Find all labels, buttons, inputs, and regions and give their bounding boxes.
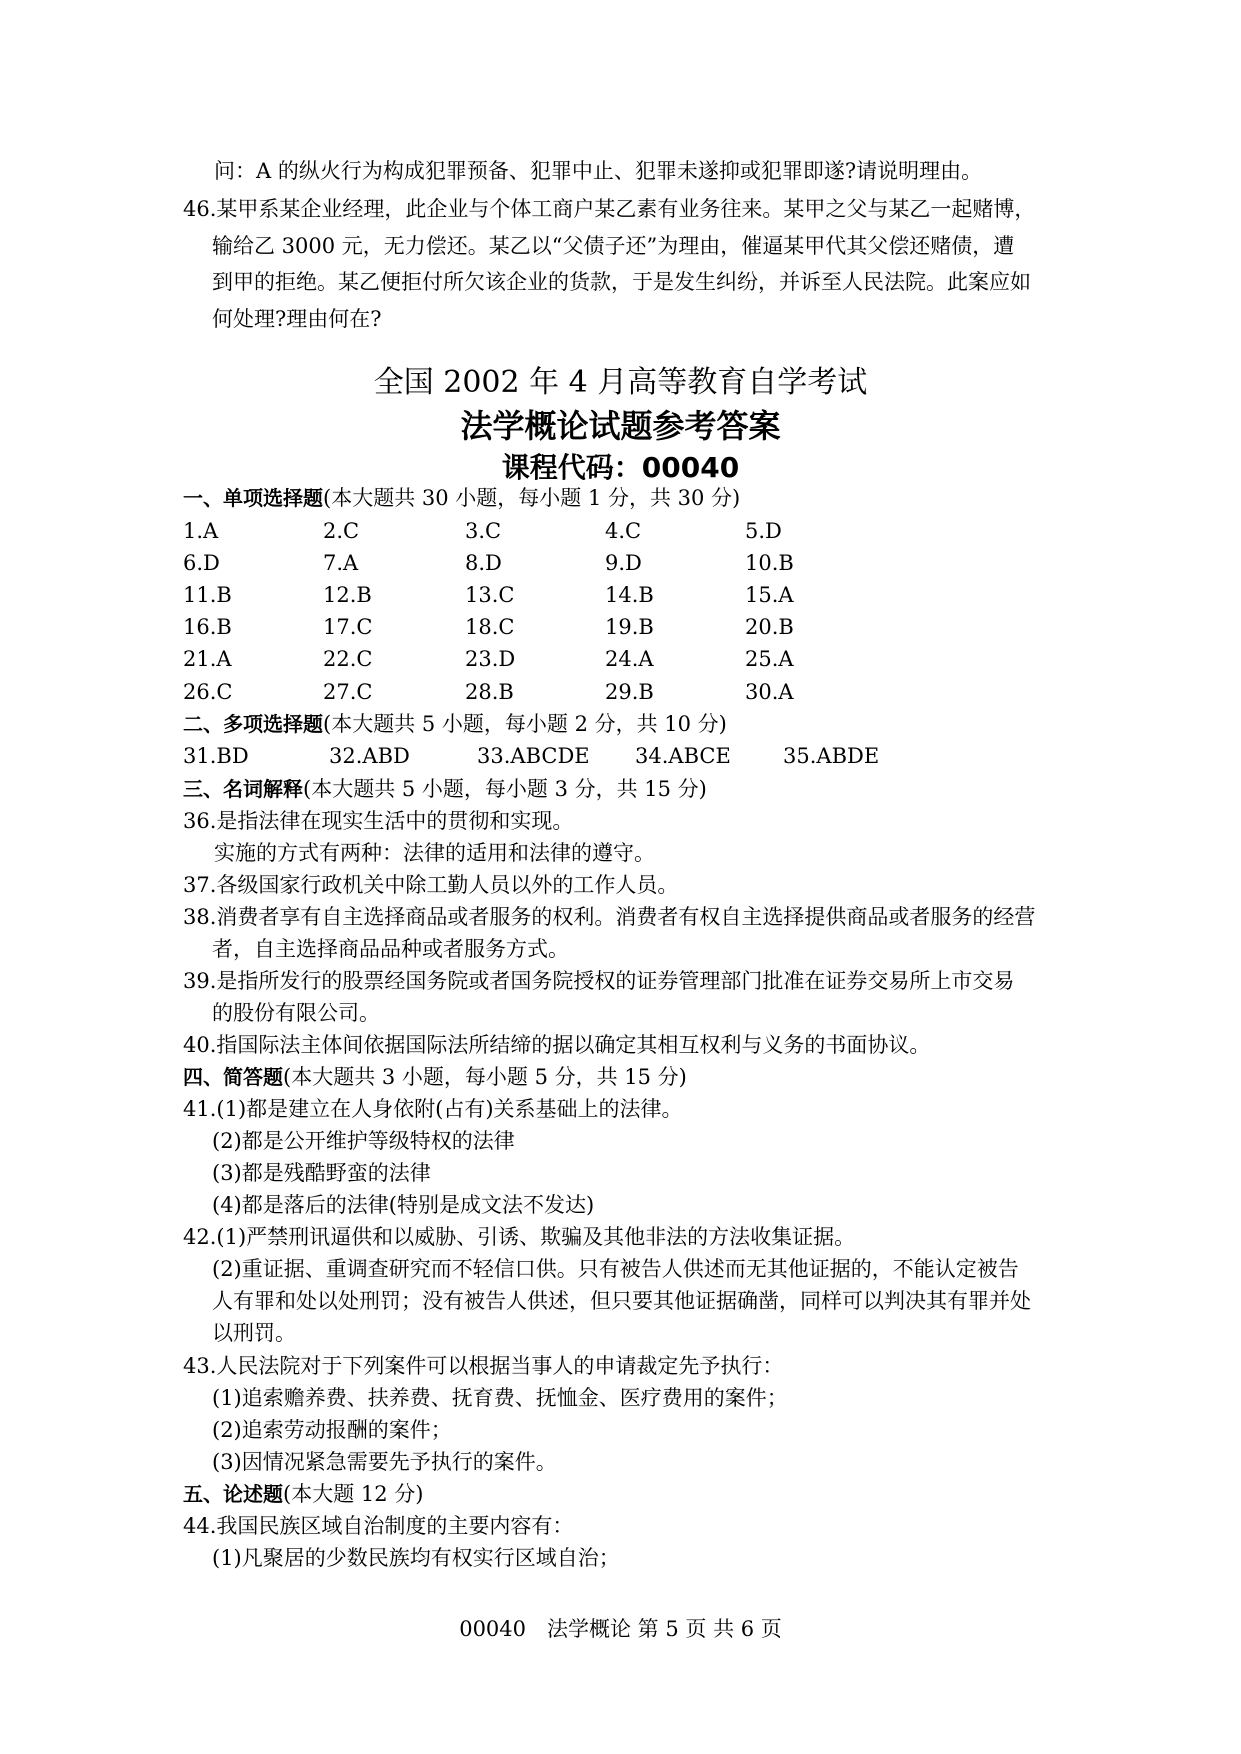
answer-item: 23.D: [465, 647, 516, 671]
answer-item: 3.C: [465, 519, 502, 543]
answer-item: 27.C: [323, 680, 373, 704]
answer-item: 2.C: [323, 519, 360, 543]
section-heading-essay: 五、论述题(本大题 12 分): [183, 1482, 424, 1506]
answer-39-line: 39.是指所发行的股票经国务院或者国务院授权的证券管理部门批准在证券交易所上市交易: [183, 969, 1015, 993]
answer-item: 21.A: [183, 647, 232, 671]
answer-item: 26.C: [183, 680, 233, 704]
answer-39-line: 的股份有限公司。: [212, 1001, 380, 1025]
answer-item: 25.A: [745, 647, 794, 671]
question-46-line: 到甲的拒绝。某乙便拒付所欠该企业的货款，于是发生纠纷，并诉至人民法院。此案应如: [212, 270, 1031, 294]
answer-item: 24.A: [605, 647, 654, 671]
answer-item: 29.B: [605, 680, 654, 704]
answer-38-line: 者，自主选择商品品种或者服务方式。: [212, 937, 569, 961]
answer-item: 4.C: [605, 519, 642, 543]
answer-43-line: (3)因情况紧急需要先予执行的案件。: [212, 1450, 557, 1474]
answer-41-line: (2)都是公开维护等级特权的法律: [212, 1129, 515, 1153]
answer-item: 28.B: [465, 680, 514, 704]
answer-item: 33.ABCDE: [477, 744, 590, 768]
section-heading-multiple-choice: 二、多项选择题(本大题共 5 小题，每小题 2 分，共 10 分): [183, 712, 727, 736]
answer-43-line: (2)追索劳动报酬的案件；: [212, 1418, 452, 1442]
answer-item: 30.A: [745, 680, 794, 704]
answer-42-line: 以刑罚。: [212, 1321, 296, 1345]
course-code: 课程代码：00040: [501, 451, 740, 484]
answer-item: 16.B: [183, 615, 232, 639]
answer-item: 22.C: [323, 647, 373, 671]
answer-item: 34.ABCE: [635, 744, 731, 768]
answer-item: 31.BD: [183, 744, 249, 768]
answer-item: 17.C: [323, 615, 373, 639]
answer-item: 9.D: [605, 551, 642, 575]
answer-40-line: 40.指国际法主体间依据国际法所结缔的据以确定其相互权利与义务的书面协议。: [183, 1033, 931, 1057]
answer-36-line: 36.是指法律在现实生活中的贯彻和实现。: [183, 809, 574, 833]
answer-44-line: (1)凡聚居的少数民族均有权实行区域自治；: [212, 1546, 620, 1570]
answer-item: 10.B: [745, 551, 794, 575]
answer-item: 8.D: [465, 551, 502, 575]
page-footer: 00040 法学概论 第 5 页 共 6 页: [459, 1617, 782, 1641]
answer-37-line: 37.各级国家行政机关中除工勤人员以外的工作人员。: [183, 873, 679, 897]
question-46-line: 46.某甲系某企业经理，此企业与个体工商户某乙素有业务往来。某甲之父与某乙一起赌博，: [183, 197, 1036, 221]
answer-item: 19.B: [605, 615, 654, 639]
answer-item: 20.B: [745, 615, 794, 639]
question-text-line: 问：A 的纵火行为构成犯罪预备、犯罪中止、犯罪未遂抑或犯罪即遂?请说明理由。: [214, 159, 983, 183]
answer-item: 5.D: [745, 519, 782, 543]
answer-item: 18.C: [465, 615, 515, 639]
answer-item: 32.ABD: [329, 744, 410, 768]
answer-key-title: 法学概论试题参考答案: [460, 407, 781, 445]
answer-item: 11.B: [183, 583, 232, 607]
answer-43-line: (1)追索赡养费、扶养费、抚育费、抚恤金、医疗费用的案件；: [212, 1386, 788, 1410]
answer-36-line: 实施的方式有两种：法律的适用和法律的遵守。: [214, 841, 655, 865]
answer-41-line: (4)都是落后的法律(特别是成文法不发达): [212, 1193, 595, 1217]
answer-43-line: 43.人民法院对于下列案件可以根据当事人的申请裁定先予执行：: [183, 1354, 784, 1378]
answer-item: 13.C: [465, 583, 515, 607]
answer-44-line: 44.我国民族区域自治制度的主要内容有：: [183, 1514, 574, 1538]
question-46-line: 输给乙 3000 元，无力偿还。某乙以“父债子还”为理由，催逼某甲代其父偿还赌债，遭: [212, 234, 1015, 258]
exam-title: 全国 2002 年 4 月高等教育自学考试: [373, 365, 868, 400]
answer-item: 7.A: [323, 551, 359, 575]
answer-item: 15.A: [745, 583, 794, 607]
answer-41-line: (3)都是残酷野蛮的法律: [212, 1161, 431, 1185]
section-heading-single-choice: 一、单项选择题(本大题共 30 小题，每小题 1 分，共 30 分): [183, 486, 741, 510]
answer-41-line: 41.(1)都是建立在人身依附(占有)关系基础上的法律。: [183, 1097, 683, 1121]
answer-item: 1.A: [183, 519, 219, 543]
section-heading-term-explanation: 三、名词解释(本大题共 5 小题，每小题 3 分，共 15 分): [183, 777, 707, 801]
answer-42-line: (2)重证据、重调查研究而不轻信口供。只有被告人供述而无其他证据的，不能认定被告: [212, 1257, 1019, 1281]
answer-item: 6.D: [183, 551, 220, 575]
answer-item: 35.ABDE: [783, 744, 880, 768]
answer-item: 12.B: [323, 583, 372, 607]
question-46-line: 何处理?理由何在?: [212, 307, 382, 331]
answer-38-line: 38.消费者享有自主选择商品或者服务的权利。消费者有权自主选择提供商品或者服务的经营: [183, 905, 1036, 929]
answer-item: 14.B: [605, 583, 654, 607]
section-heading-short-answer: 四、简答题(本大题共 3 小题，每小题 5 分，共 15 分): [183, 1065, 687, 1089]
answer-42-line: 人有罪和处以处刑罚；没有被告人供述，但只要其他证据确凿，同样可以判决其有罪并处: [212, 1289, 1031, 1313]
answer-42-line: 42.(1)严禁刑讯逼供和以威胁、引诱、欺骗及其他非法的方法收集证据。: [183, 1225, 856, 1249]
